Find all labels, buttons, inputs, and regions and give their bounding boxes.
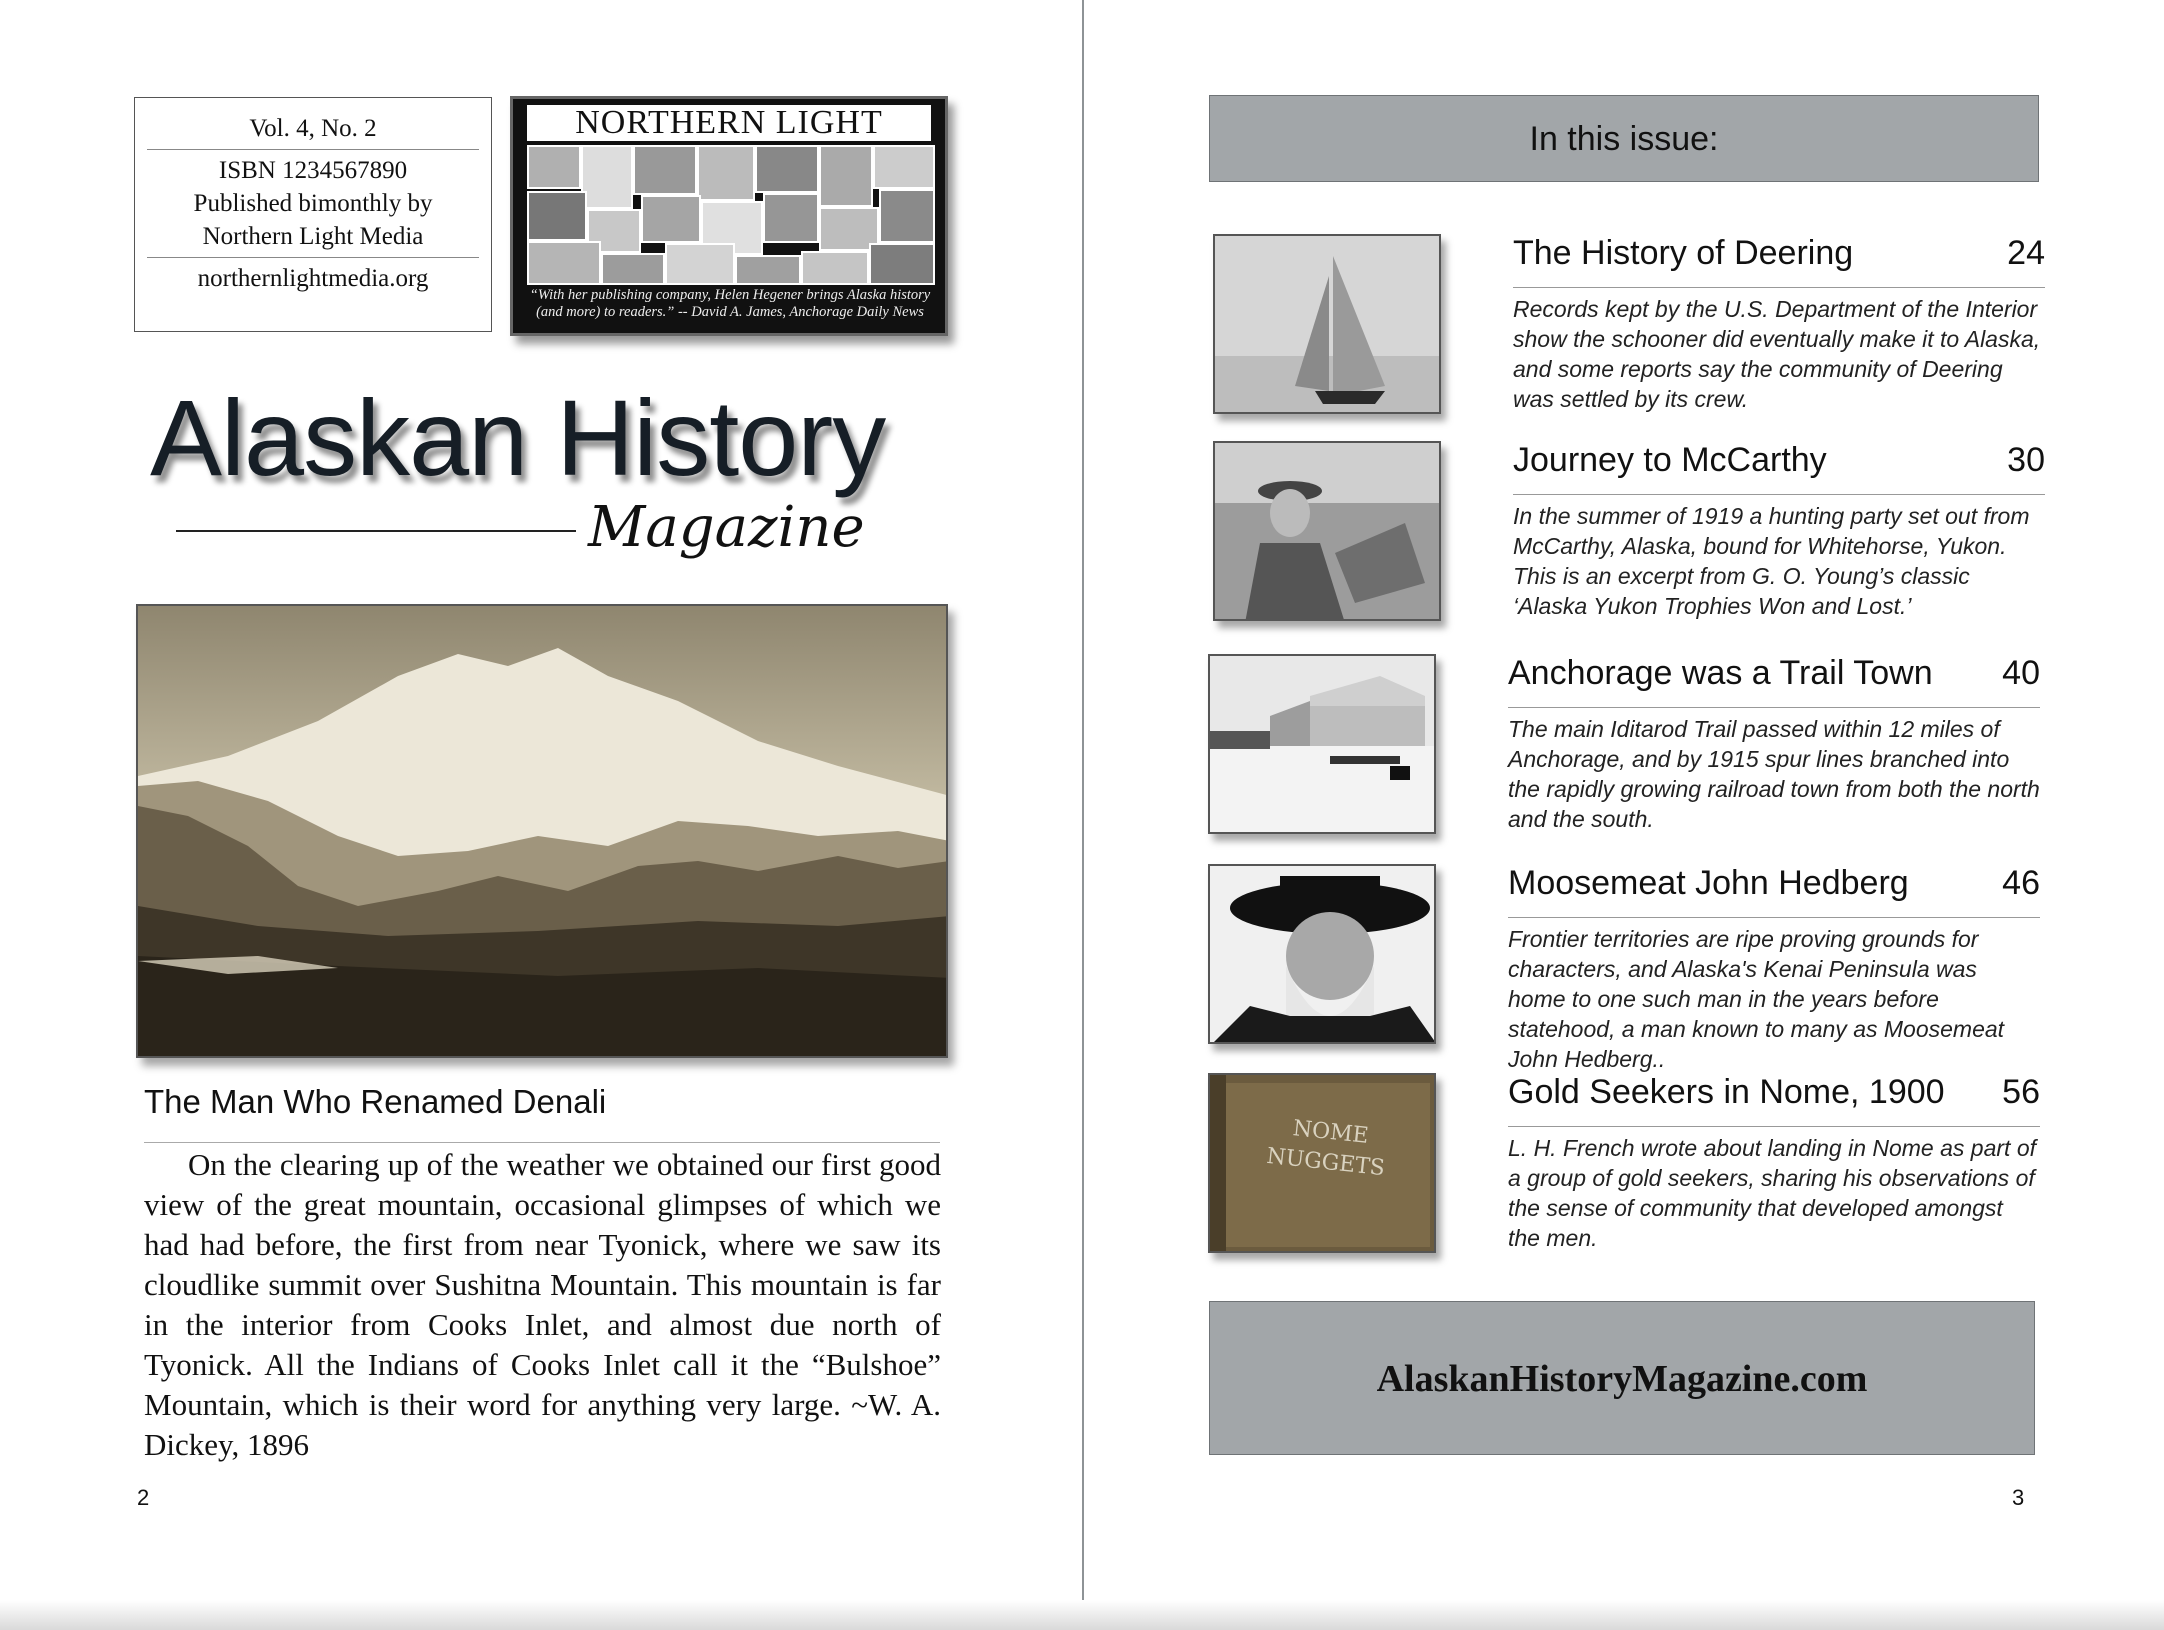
isbn: ISBN 1234567890	[218, 157, 408, 184]
toc-page-number: 30	[2007, 441, 2045, 479]
magazine-website-link[interactable]: AlaskanHistoryMagazine.com	[1209, 1301, 2035, 1455]
nome-nuggets-book-photo	[1208, 1073, 1436, 1253]
publisher-name: Northern Light Media	[202, 223, 424, 250]
toc-page-number: 56	[2002, 1073, 2040, 1111]
published-by: Published bimonthly by	[193, 190, 433, 217]
page-number-left: 2	[137, 1485, 150, 1510]
page-divider	[1082, 0, 1084, 1630]
toc-description: Frontier territories are ripe proving grounds for characters, and Alaska's Kenai Peninsula was home to one such man in the years before statehood, a man known to many as Moosemeat John Hedberg..	[1508, 926, 2005, 1072]
toc-rule	[1508, 917, 2040, 918]
toc-title: Anchorage was a Trail Town	[1508, 654, 1933, 692]
toc-rule	[1508, 1126, 2040, 1127]
toc-item-hedberg[interactable]	[1204, 864, 2040, 1072]
toc-rule	[1513, 287, 2045, 288]
feature-heading: The Man Who Renamed Denali	[144, 1083, 607, 1120]
volume-number: Vol. 4, No. 2	[249, 115, 377, 142]
promo-quote	[523, 287, 937, 321]
publication-info-box	[134, 97, 492, 332]
promo-quote-line: “With her publishing company, Helen Hegener brings Alaska history	[529, 287, 931, 303]
denali-mountain-photo	[136, 604, 948, 1058]
info-divider	[147, 257, 479, 258]
magazine-title: Alaskan History	[150, 377, 886, 498]
toc-page-number: 46	[2002, 864, 2040, 902]
toc-title: The History of Deering	[1513, 234, 1854, 272]
toc-description: L. H. French wrote about landing in Nome as part of a group of gold seekers, sharing his observations of the sense of community that developed amongst the men.	[1508, 1135, 2037, 1251]
page-bottom-shadow	[0, 1600, 2164, 1630]
toc-item-deering[interactable]	[1209, 234, 2045, 424]
in-this-issue-header: In this issue:	[1209, 95, 2039, 182]
toc-title: Moosemeat John Hedberg	[1508, 864, 1909, 902]
northern-light-media-ad	[510, 96, 948, 336]
toc-rule	[1508, 707, 2040, 708]
toc-description: Records kept by the U.S. Department of the Interior show the schooner did eventually make it to Alaska, and some reports say the community of Deering was settled by its crew.	[1513, 296, 2041, 412]
book-cover-collage	[527, 145, 931, 281]
toc-item-nome[interactable]	[1204, 1073, 2040, 1263]
trail-town-photo	[1208, 654, 1436, 834]
toc-item-anchorage[interactable]	[1204, 654, 2040, 844]
hedberg-portrait-photo	[1208, 864, 1436, 1044]
publisher-website: northernlightmedia.org	[197, 265, 429, 292]
feature-rule	[144, 1142, 940, 1143]
toc-description: The main Iditarod Trail passed within 12 miles of Anchorage, and by 1915 spur lines branched into the rapidly growing railroad town from both the north and the south.	[1508, 716, 2040, 832]
toc-description: In the summer of 1919 a hunting party set out from McCarthy, Alaska, bound for Whitehorse, Yukon. This is an excerpt from G. O. Young’s classic ‘Alaska Yukon Trophies Won and Lost.’	[1513, 503, 2030, 619]
toc-page-number: 40	[2002, 654, 2040, 692]
info-divider	[147, 149, 479, 150]
hunter-photo	[1213, 441, 1441, 621]
promo-title: NORTHERN LIGHT	[527, 105, 931, 141]
toc-title: Journey to McCarthy	[1513, 441, 1827, 479]
book-title-line1: NOME	[1291, 1116, 1370, 1149]
feature-quote-body: On the clearing up of the weather we obtained our first good view of the great mountain, occasional glimpses of which we had had before, the first from near Tyonick, where we saw its cloudlike summit over Sushitna Mountain. This mountain is far in the interior from Cooks Inlet, and almost due north of Tyonick. All the Indians of Cooks Inlet call it the “Bulshoe” Mountain, which is their word for anything very large. ~W. A. Dickey, 1896	[144, 1147, 941, 1462]
toc-page-number: 24	[2007, 234, 2045, 272]
toc-rule	[1513, 494, 2045, 495]
toc-title: Gold Seekers in Nome, 1900	[1508, 1073, 1945, 1111]
book-title-line2: NUGGETS	[1265, 1143, 1387, 1182]
promo-quote-line: (and more) to readers.” -- David A. James, Anchorage Daily News	[536, 304, 924, 320]
magazine-subtitle: Magazine	[588, 495, 865, 560]
schooner-photo	[1213, 234, 1441, 414]
masthead-rule	[176, 530, 576, 532]
page-number-right: 3	[2012, 1485, 2025, 1510]
toc-item-mccarthy[interactable]	[1209, 441, 2045, 631]
